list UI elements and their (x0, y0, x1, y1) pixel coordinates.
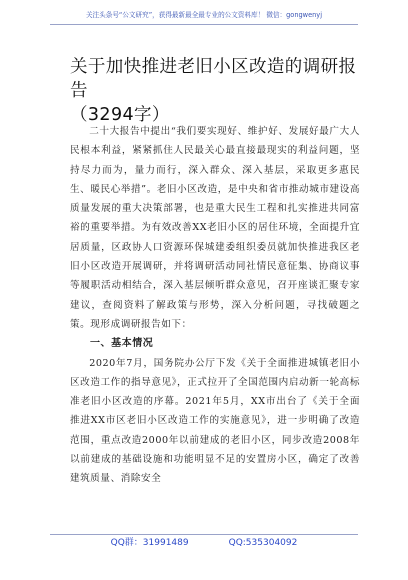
document-title (70, 55, 370, 127)
footer-qq: QQ:535304092 (228, 538, 298, 548)
section-heading: 一、基本情况 (90, 338, 154, 350)
title-line-1: 关于加快推进老旧小区改造的调研报告 (70, 57, 357, 101)
header-divider (50, 24, 358, 25)
footer-contacts (50, 536, 358, 550)
section-paragraph: 2020年7月，国务院办公厅下发《关于全面推进城镇老旧小区改造工作的指导意见》，正式拉开了全国范围内启动新一轮高标准老旧小区改造的序幕。2021年5月，XX市出台了《关于全面推进XX市区老旧小区改造工作的实施意见》，进一步明确了改造范围，重点改造2000年以前建成的老旧小区，同步改造2008年以前建成的基础设施和功能明显不足的安置房小区，确定了改善建筑质量、消除安全 (70, 357, 360, 485)
title-word-count: （3294字） (70, 105, 170, 125)
footer-divider (50, 534, 358, 535)
document-body (70, 122, 360, 489)
intro-paragraph: 二十大报告中提出“我们要实现好、维护好、发展好最广大人民根本利益，紧紧抓住人民最关心最直接最现实的利益问题，坚持尽力而为，量力而行，深入群众、深入基层，采取更多惠民生、暖民心举措”。老旧小区改造，是中央和省市推动城市建设高质量发展的重大决策部署，也是重大民生工程和扎实推进共同富裕的重要举措。为有效改善XX老旧小区的居住环境，全面提升宜居质量，区政协人口资源环保城建委组织委员就加快推进我区老旧小区改造开展调研，并将调研活动同社情民意征集、协商议事等履职活动相结合，深入基层倾听群众意见，召开座谈汇聚专家建议，查阅资料了解政策与形势，深入分析问题，寻找破题之策。现形成调研报告如下： (70, 126, 360, 330)
footer-qq-group: QQ群：31991489 (110, 538, 189, 548)
header-notice: 关注头条号“公文研究”，获得最新最全最专业的公文资料库！ 微信：gongwenyj (85, 11, 323, 19)
